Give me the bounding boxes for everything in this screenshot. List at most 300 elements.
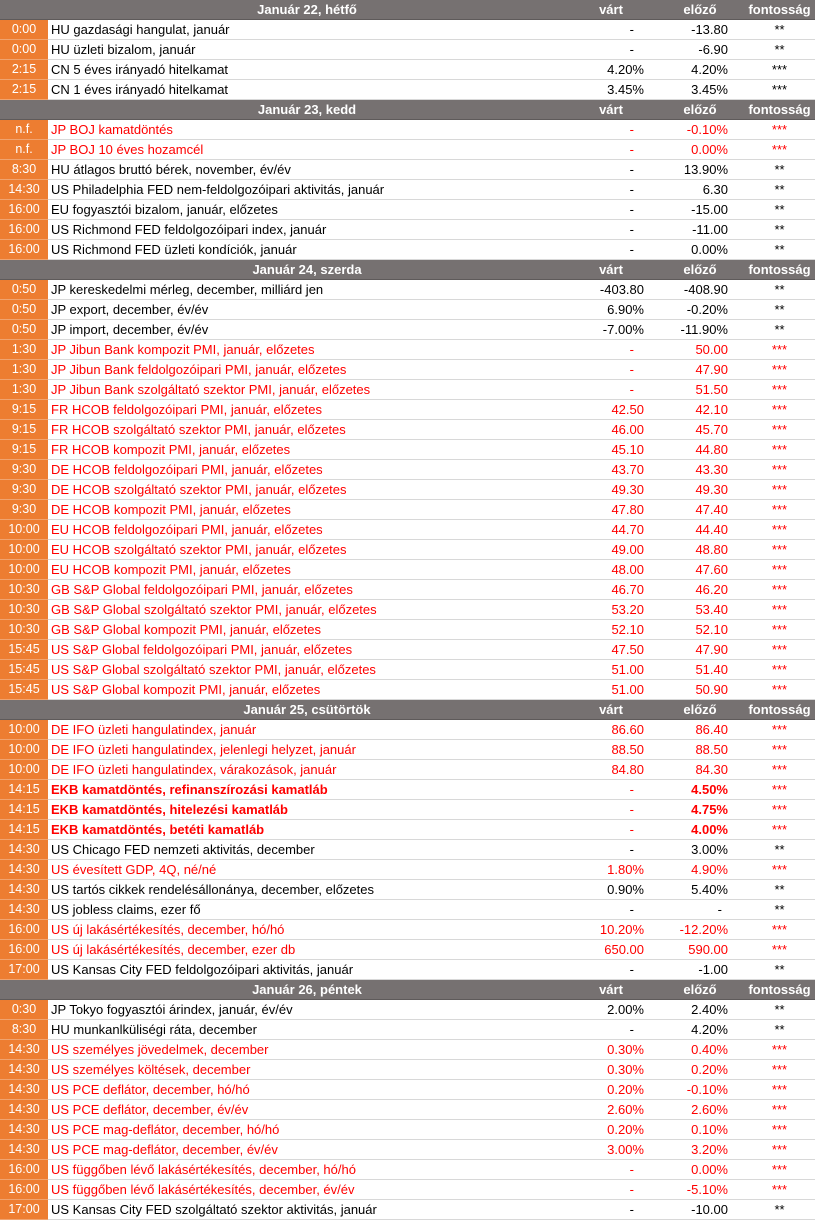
importance-stars: *** [744, 340, 815, 360]
expected-value: 49.00 [566, 540, 656, 560]
event-time: 2:15 [0, 80, 48, 100]
event-time: 1:30 [0, 340, 48, 360]
previous-value: 44.80 [656, 440, 744, 460]
event-time: 14:30 [0, 1040, 48, 1060]
event-time: 16:00 [0, 200, 48, 220]
event-time: 14:30 [0, 840, 48, 860]
previous-value: 51.50 [656, 380, 744, 400]
expected-value: - [566, 1200, 656, 1220]
expected-value: - [566, 820, 656, 840]
event-name: EU HCOB kompozit PMI, január, előzetes [48, 560, 566, 580]
importance-stars: *** [744, 400, 815, 420]
expected-value: 51.00 [566, 680, 656, 700]
table-row [0, 640, 815, 660]
event-name: DE HCOB szolgáltató szektor PMI, január, előzetes [48, 480, 566, 500]
column-previous-header: előző [656, 700, 744, 720]
event-name: US személyes jövedelmek, december [48, 1040, 566, 1060]
importance-stars: *** [744, 740, 815, 760]
event-name: FR HCOB feldolgozóipari PMI, január, előzetes [48, 400, 566, 420]
previous-value: - [656, 900, 744, 920]
expected-value: 88.50 [566, 740, 656, 760]
event-name: US S&P Global szolgáltató szektor PMI, január, előzetes [48, 660, 566, 680]
expected-value: - [566, 1020, 656, 1040]
event-name: EU HCOB szolgáltató szektor PMI, január, előzetes [48, 540, 566, 560]
expected-value: 0.20% [566, 1120, 656, 1140]
table-row [0, 1040, 815, 1060]
previous-value: 51.40 [656, 660, 744, 680]
importance-stars: *** [744, 360, 815, 380]
expected-value: - [566, 20, 656, 40]
event-name: US S&P Global feldolgozóipari PMI, január, előzetes [48, 640, 566, 660]
expected-value: - [566, 40, 656, 60]
previous-value: 0.00% [656, 1160, 744, 1180]
event-time: 0:30 [0, 1000, 48, 1020]
expected-value: 42.50 [566, 400, 656, 420]
importance-stars: *** [744, 660, 815, 680]
event-time: 9:30 [0, 460, 48, 480]
expected-value: - [566, 240, 656, 260]
event-name: JP Tokyo fogyasztói árindex, január, év/év [48, 1000, 566, 1020]
importance-stars: *** [744, 680, 815, 700]
previous-value: 0.10% [656, 1120, 744, 1140]
previous-value: -0.20% [656, 300, 744, 320]
expected-value: - [566, 380, 656, 400]
importance-stars: *** [744, 80, 815, 100]
event-time: 14:30 [0, 880, 48, 900]
importance-stars: ** [744, 1200, 815, 1220]
event-name: JP export, december, év/év [48, 300, 566, 320]
expected-value: - [566, 140, 656, 160]
previous-value: 3.45% [656, 80, 744, 100]
day-title: Január 26, péntek [48, 980, 566, 1000]
event-name: US S&P Global kompozit PMI, január, előzetes [48, 680, 566, 700]
event-time: 14:15 [0, 820, 48, 840]
importance-stars: ** [744, 300, 815, 320]
day-header [0, 260, 815, 280]
event-name: US évesített GDP, 4Q, né/né [48, 860, 566, 880]
table-row [0, 1160, 815, 1180]
event-name: US személyes költések, december [48, 1060, 566, 1080]
table-row [0, 20, 815, 40]
importance-stars: *** [744, 760, 815, 780]
table-row [0, 400, 815, 420]
event-time: 17:00 [0, 1200, 48, 1220]
expected-value: - [566, 180, 656, 200]
event-name: US PCE mag-deflátor, december, hó/hó [48, 1120, 566, 1140]
table-row [0, 1060, 815, 1080]
expected-value: 46.70 [566, 580, 656, 600]
event-time: 10:00 [0, 740, 48, 760]
column-importance-header: fontosság [744, 700, 815, 720]
previous-value: 52.10 [656, 620, 744, 640]
event-time: 14:30 [0, 1080, 48, 1100]
column-expected-header: várt [566, 100, 656, 120]
expected-value: 0.30% [566, 1040, 656, 1060]
table-row [0, 160, 815, 180]
table-row [0, 1100, 815, 1120]
event-name: FR HCOB kompozit PMI, január, előzetes [48, 440, 566, 460]
table-row [0, 620, 815, 640]
previous-value: 44.40 [656, 520, 744, 540]
event-time: 2:15 [0, 60, 48, 80]
event-name: DE HCOB feldolgozóipari PMI, január, előzetes [48, 460, 566, 480]
previous-value: 47.60 [656, 560, 744, 580]
importance-stars: ** [744, 40, 815, 60]
event-time: 16:00 [0, 240, 48, 260]
event-name: US Richmond FED üzleti kondíciók, január [48, 240, 566, 260]
previous-value: -6.90 [656, 40, 744, 60]
importance-stars: ** [744, 320, 815, 340]
expected-value: 86.60 [566, 720, 656, 740]
day-header [0, 100, 815, 120]
importance-stars: *** [744, 520, 815, 540]
previous-value: 13.90% [656, 160, 744, 180]
previous-value: 45.70 [656, 420, 744, 440]
table-row [0, 220, 815, 240]
expected-value: - [566, 780, 656, 800]
importance-stars: *** [744, 460, 815, 480]
column-expected-header: várt [566, 0, 656, 20]
expected-value: 43.70 [566, 460, 656, 480]
table-row [0, 80, 815, 100]
event-name: JP BOJ 10 éves hozamcél [48, 140, 566, 160]
expected-value: - [566, 900, 656, 920]
event-name: JP Jibun Bank kompozit PMI, január, előzetes [48, 340, 566, 360]
previous-value: 4.90% [656, 860, 744, 880]
event-time: 14:30 [0, 1120, 48, 1140]
expected-value: - [566, 200, 656, 220]
event-time: 0:00 [0, 40, 48, 60]
day-header [0, 980, 815, 1000]
previous-value: 50.90 [656, 680, 744, 700]
event-name: CN 5 éves irányadó hitelkamat [48, 60, 566, 80]
importance-stars: ** [744, 1020, 815, 1040]
previous-value: -12.20% [656, 920, 744, 940]
importance-stars: *** [744, 1180, 815, 1200]
event-time: 16:00 [0, 920, 48, 940]
day-title: Január 22, hétfő [48, 0, 566, 20]
event-time: 9:30 [0, 480, 48, 500]
importance-stars: ** [744, 180, 815, 200]
table-row [0, 460, 815, 480]
event-name: US függőben lévő lakásértékesítés, december, év/év [48, 1180, 566, 1200]
event-name: US Chicago FED nemzeti aktivitás, december [48, 840, 566, 860]
event-time: n.f. [0, 140, 48, 160]
importance-stars: ** [744, 20, 815, 40]
previous-value: 4.50% [656, 780, 744, 800]
previous-value: -408.90 [656, 280, 744, 300]
table-row [0, 320, 815, 340]
previous-value: 0.00% [656, 240, 744, 260]
event-time: 10:30 [0, 620, 48, 640]
previous-value: 4.75% [656, 800, 744, 820]
event-time: 9:30 [0, 500, 48, 520]
column-expected-header: várt [566, 260, 656, 280]
expected-value: - [566, 1160, 656, 1180]
table-row [0, 600, 815, 620]
table-row [0, 1140, 815, 1160]
importance-stars: *** [744, 1060, 815, 1080]
event-time: 14:30 [0, 1060, 48, 1080]
event-name: DE IFO üzleti hangulatindex, jelenlegi helyzet, január [48, 740, 566, 760]
event-name: HU munkanlküliségi ráta, december [48, 1020, 566, 1040]
importance-stars: ** [744, 880, 815, 900]
event-time: 14:30 [0, 1140, 48, 1160]
previous-value: 4.20% [656, 60, 744, 80]
expected-value: -403.80 [566, 280, 656, 300]
event-name: US Kansas City FED feldolgozóipari aktivitás, január [48, 960, 566, 980]
expected-value: -7.00% [566, 320, 656, 340]
column-previous-header: előző [656, 0, 744, 20]
event-name: US Richmond FED feldolgozóipari index, január [48, 220, 566, 240]
importance-stars: ** [744, 900, 815, 920]
importance-stars: *** [744, 380, 815, 400]
importance-stars: ** [744, 840, 815, 860]
table-row [0, 40, 815, 60]
day-header-spacer [0, 700, 48, 720]
expected-value: 51.00 [566, 660, 656, 680]
event-name: JP kereskedelmi mérleg, december, milliárd jen [48, 280, 566, 300]
event-time: 0:50 [0, 280, 48, 300]
table-row [0, 180, 815, 200]
day-header-spacer [0, 100, 48, 120]
table-row [0, 1120, 815, 1140]
importance-stars: *** [744, 440, 815, 460]
event-time: 1:30 [0, 360, 48, 380]
table-row [0, 1000, 815, 1020]
table-row [0, 800, 815, 820]
importance-stars: *** [744, 480, 815, 500]
importance-stars: *** [744, 140, 815, 160]
previous-value: 0.40% [656, 1040, 744, 1060]
column-previous-header: előző [656, 100, 744, 120]
event-time: n.f. [0, 120, 48, 140]
previous-value: -15.00 [656, 200, 744, 220]
table-row [0, 660, 815, 680]
event-time: 8:30 [0, 160, 48, 180]
importance-stars: *** [744, 720, 815, 740]
table-row [0, 840, 815, 860]
event-time: 16:00 [0, 1180, 48, 1200]
expected-value: 46.00 [566, 420, 656, 440]
expected-value: - [566, 160, 656, 180]
expected-value: 48.00 [566, 560, 656, 580]
table-row [0, 300, 815, 320]
day-header-spacer [0, 0, 48, 20]
event-time: 14:15 [0, 800, 48, 820]
column-importance-header: fontosság [744, 100, 815, 120]
importance-stars: *** [744, 780, 815, 800]
importance-stars: *** [744, 940, 815, 960]
event-name: EKB kamatdöntés, betéti kamatláb [48, 820, 566, 840]
expected-value: 2.60% [566, 1100, 656, 1120]
table-row [0, 1020, 815, 1040]
table-row [0, 760, 815, 780]
event-name: US függőben lévő lakásértékesítés, december, hó/hó [48, 1160, 566, 1180]
event-time: 1:30 [0, 380, 48, 400]
event-time: 10:30 [0, 580, 48, 600]
previous-value: -5.10% [656, 1180, 744, 1200]
day-header-spacer [0, 260, 48, 280]
expected-value: 53.20 [566, 600, 656, 620]
table-row [0, 340, 815, 360]
event-time: 10:00 [0, 520, 48, 540]
previous-value: -1.00 [656, 960, 744, 980]
event-time: 15:45 [0, 640, 48, 660]
expected-value: - [566, 120, 656, 140]
event-time: 10:30 [0, 600, 48, 620]
previous-value: 3.00% [656, 840, 744, 860]
expected-value: - [566, 340, 656, 360]
event-time: 14:15 [0, 780, 48, 800]
importance-stars: *** [744, 800, 815, 820]
day-title: Január 23, kedd [48, 100, 566, 120]
expected-value: 0.90% [566, 880, 656, 900]
event-time: 10:00 [0, 540, 48, 560]
importance-stars: ** [744, 240, 815, 260]
table-row [0, 720, 815, 740]
table-row [0, 680, 815, 700]
event-name: GB S&P Global feldolgozóipari PMI, január, előzetes [48, 580, 566, 600]
table-row [0, 900, 815, 920]
expected-value: 3.45% [566, 80, 656, 100]
event-name: US PCE deflátor, december, év/év [48, 1100, 566, 1120]
previous-value: -11.90% [656, 320, 744, 340]
table-row [0, 500, 815, 520]
previous-value: 43.30 [656, 460, 744, 480]
column-importance-header: fontosság [744, 0, 815, 20]
event-name: US Philadelphia FED nem-feldolgozóipari aktivitás, január [48, 180, 566, 200]
importance-stars: *** [744, 820, 815, 840]
previous-value: 50.00 [656, 340, 744, 360]
previous-value: -13.80 [656, 20, 744, 40]
event-time: 15:45 [0, 680, 48, 700]
event-name: HU üzleti bizalom, január [48, 40, 566, 60]
importance-stars: ** [744, 280, 815, 300]
event-time: 14:30 [0, 1100, 48, 1120]
expected-value: - [566, 960, 656, 980]
event-time: 17:00 [0, 960, 48, 980]
event-name: EKB kamatdöntés, hitelezési kamatláb [48, 800, 566, 820]
previous-value: 3.20% [656, 1140, 744, 1160]
expected-value: 47.50 [566, 640, 656, 660]
expected-value: 0.30% [566, 1060, 656, 1080]
event-name: HU átlagos bruttó bérek, november, év/év [48, 160, 566, 180]
day-header-spacer [0, 980, 48, 1000]
expected-value: - [566, 220, 656, 240]
expected-value: - [566, 800, 656, 820]
expected-value: 52.10 [566, 620, 656, 640]
importance-stars: *** [744, 1160, 815, 1180]
table-row [0, 480, 815, 500]
table-row [0, 440, 815, 460]
importance-stars: *** [744, 600, 815, 620]
previous-value: 47.40 [656, 500, 744, 520]
importance-stars: *** [744, 1120, 815, 1140]
event-time: 14:30 [0, 900, 48, 920]
previous-value: -10.00 [656, 1200, 744, 1220]
importance-stars: ** [744, 960, 815, 980]
table-row [0, 540, 815, 560]
event-name: JP Jibun Bank feldolgozóipari PMI, január, előzetes [48, 360, 566, 380]
column-importance-header: fontosság [744, 980, 815, 1000]
importance-stars: *** [744, 620, 815, 640]
event-time: 16:00 [0, 220, 48, 240]
expected-value: 0.20% [566, 1080, 656, 1100]
table-row [0, 520, 815, 540]
event-name: CN 1 éves irányadó hitelkamat [48, 80, 566, 100]
previous-value: 47.90 [656, 360, 744, 380]
event-time: 10:00 [0, 760, 48, 780]
importance-stars: *** [744, 580, 815, 600]
table-row [0, 380, 815, 400]
importance-stars: *** [744, 1080, 815, 1100]
table-row [0, 200, 815, 220]
importance-stars: *** [744, 500, 815, 520]
event-time: 8:30 [0, 1020, 48, 1040]
table-row [0, 920, 815, 940]
importance-stars: *** [744, 1140, 815, 1160]
previous-value: 4.20% [656, 1020, 744, 1040]
expected-value: 3.00% [566, 1140, 656, 1160]
table-row [0, 860, 815, 880]
importance-stars: *** [744, 640, 815, 660]
event-name: US új lakásértékesítés, december, hó/hó [48, 920, 566, 940]
table-row [0, 120, 815, 140]
event-name: JP Jibun Bank szolgáltató szektor PMI, január, előzetes [48, 380, 566, 400]
column-expected-header: várt [566, 700, 656, 720]
event-name: EKB kamatdöntés, refinanszírozási kamatláb [48, 780, 566, 800]
day-title: Január 25, csütörtök [48, 700, 566, 720]
event-name: US új lakásértékesítés, december, ezer db [48, 940, 566, 960]
importance-stars: ** [744, 200, 815, 220]
previous-value: 46.20 [656, 580, 744, 600]
importance-stars: *** [744, 920, 815, 940]
column-expected-header: várt [566, 980, 656, 1000]
expected-value: 45.10 [566, 440, 656, 460]
column-previous-header: előző [656, 260, 744, 280]
event-time: 14:30 [0, 860, 48, 880]
table-row [0, 740, 815, 760]
expected-value: 6.90% [566, 300, 656, 320]
previous-value: 2.40% [656, 1000, 744, 1020]
table-row [0, 240, 815, 260]
event-name: HU gazdasági hangulat, január [48, 20, 566, 40]
column-previous-header: előző [656, 980, 744, 1000]
previous-value: 53.40 [656, 600, 744, 620]
expected-value: 4.20% [566, 60, 656, 80]
expected-value: 650.00 [566, 940, 656, 960]
day-header [0, 700, 815, 720]
event-name: EU HCOB feldolgozóipari PMI, január, előzetes [48, 520, 566, 540]
importance-stars: *** [744, 120, 815, 140]
event-name: US PCE deflátor, december, hó/hó [48, 1080, 566, 1100]
table-row [0, 140, 815, 160]
expected-value: 1.80% [566, 860, 656, 880]
table-row [0, 780, 815, 800]
table-row [0, 1200, 815, 1220]
event-name: US jobless claims, ezer fő [48, 900, 566, 920]
previous-value: 84.30 [656, 760, 744, 780]
event-time: 9:15 [0, 400, 48, 420]
importance-stars: *** [744, 1040, 815, 1060]
previous-value: 86.40 [656, 720, 744, 740]
column-importance-header: fontosság [744, 260, 815, 280]
previous-value: 6.30 [656, 180, 744, 200]
expected-value: - [566, 840, 656, 860]
expected-value: 10.20% [566, 920, 656, 940]
event-time: 0:50 [0, 300, 48, 320]
